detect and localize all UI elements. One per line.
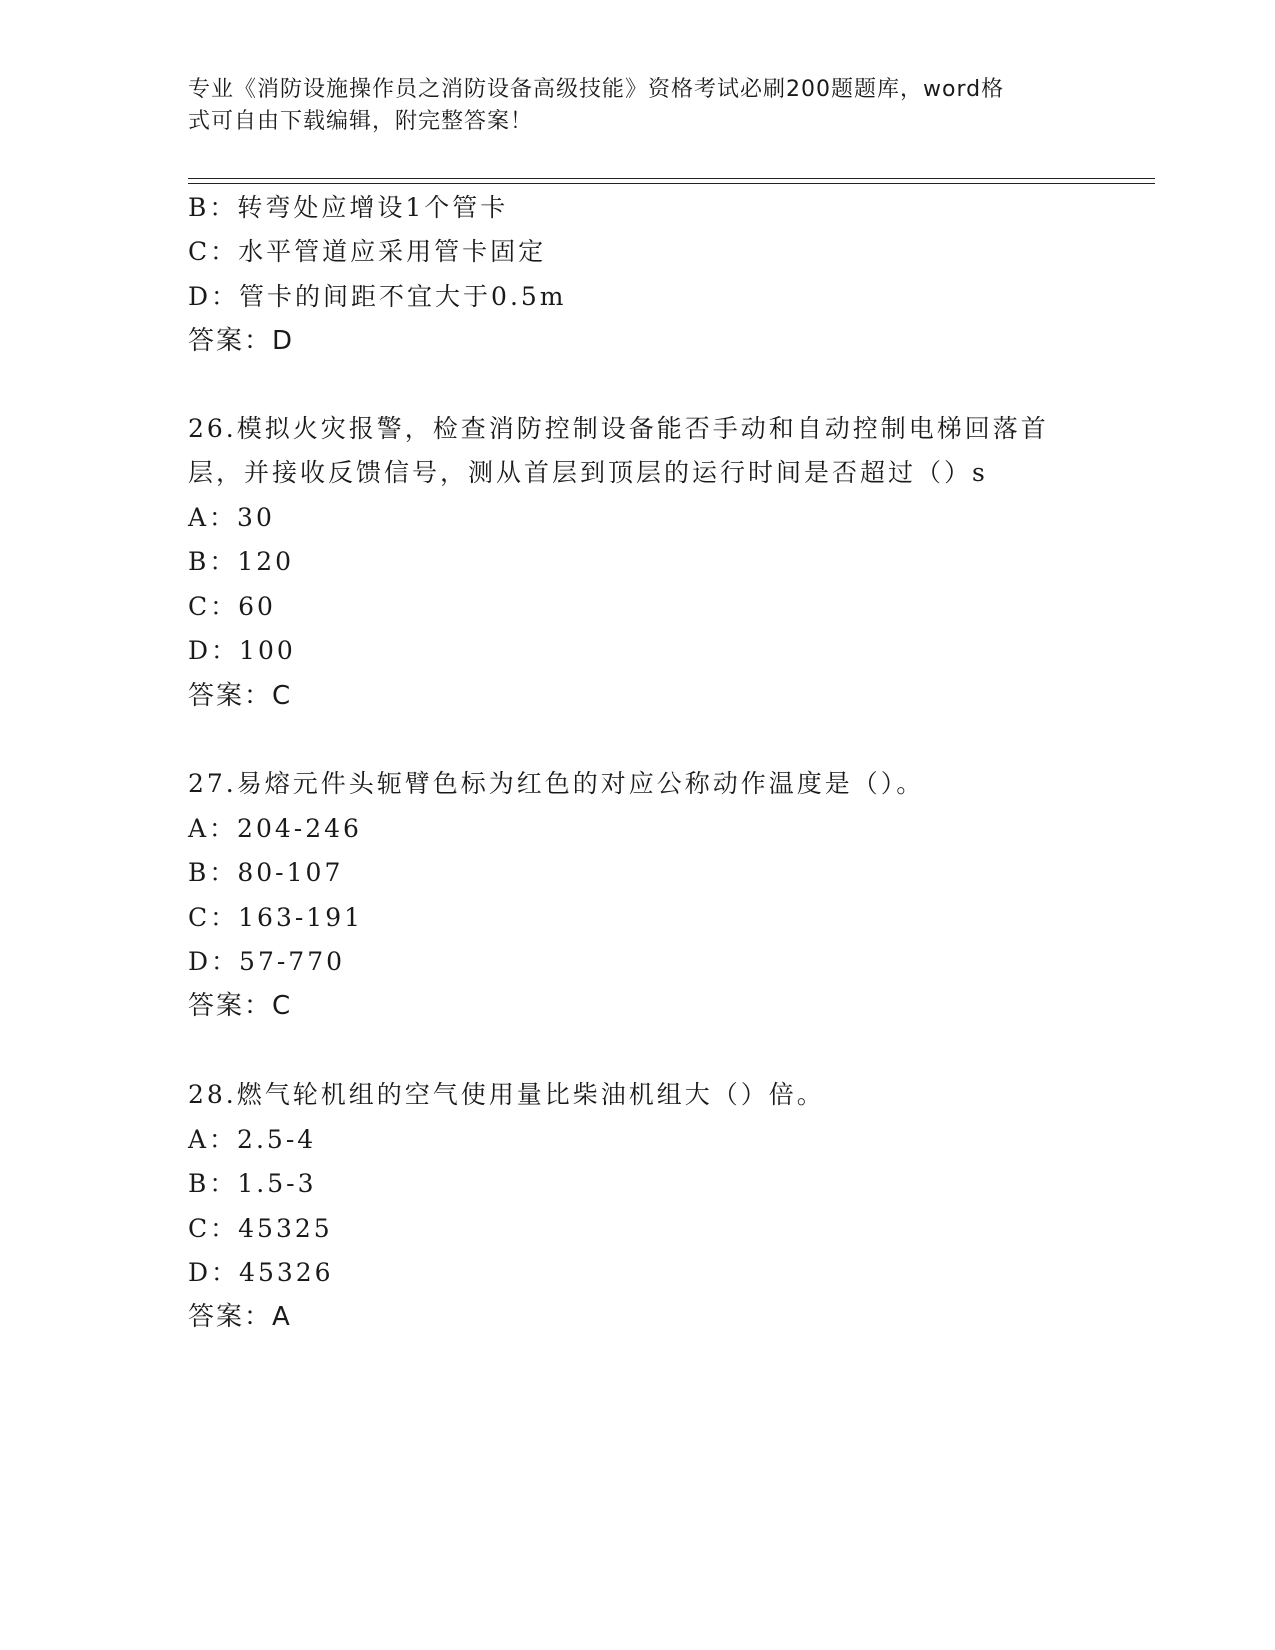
header-divider-bottom bbox=[188, 183, 1155, 184]
q26-option-d: D：100 bbox=[188, 636, 296, 665]
q28-option-c: C：45325 bbox=[188, 1214, 333, 1243]
q27-question-line-1: 27.易熔元件头轭臂色标为红色的对应公称动作温度是（）。 bbox=[188, 769, 925, 798]
q26-option-a: A：30 bbox=[188, 503, 275, 532]
q28-option-a: A：2.5-4 bbox=[188, 1125, 317, 1154]
q28-answer: 答案：A bbox=[188, 1302, 292, 1332]
q25-option-c: C：水平管道应采用管卡固定 bbox=[188, 237, 547, 266]
header-line-1: 专业《消防设施操作员之消防设备高级技能》资格考试必刷200题题库，word格 bbox=[188, 77, 1005, 102]
q26-option-c: C：60 bbox=[188, 592, 276, 621]
document-header bbox=[188, 74, 1078, 138]
q25-option-b: B：转弯处应增设1个管卡 bbox=[188, 193, 509, 222]
q27-option-b: B：80-107 bbox=[188, 858, 344, 887]
q28-option-b: B：1.5-3 bbox=[188, 1169, 317, 1198]
q26-option-b: B：120 bbox=[188, 547, 295, 576]
q27-option-c: C：163-191 bbox=[188, 903, 364, 932]
q28-option-d: D：45326 bbox=[188, 1258, 334, 1287]
q27-option-d: D：57-770 bbox=[188, 947, 346, 976]
header-line-2: 式可自由下载编辑，附完整答案！ bbox=[188, 109, 534, 134]
header-divider-top bbox=[188, 178, 1155, 179]
q27-option-a: A：204-246 bbox=[188, 814, 362, 843]
q26-question-line-2: 层，并接收反馈信号，测从首层到顶层的运行时间是否超过（）s bbox=[188, 458, 988, 487]
q26-answer: 答案：C bbox=[188, 681, 293, 711]
q25-option-d: D：管卡的间距不宜大于0.5m bbox=[188, 282, 567, 311]
q26-question-line-1: 26.模拟火灾报警，检查消防控制设备能否手动和自动控制电梯回落首 bbox=[188, 414, 1049, 443]
q25-answer: 答案：D bbox=[188, 326, 295, 356]
q28-question-line-1: 28.燃气轮机组的空气使用量比柴油机组大（）倍。 bbox=[188, 1080, 825, 1109]
q27-answer: 答案：C bbox=[188, 991, 293, 1021]
